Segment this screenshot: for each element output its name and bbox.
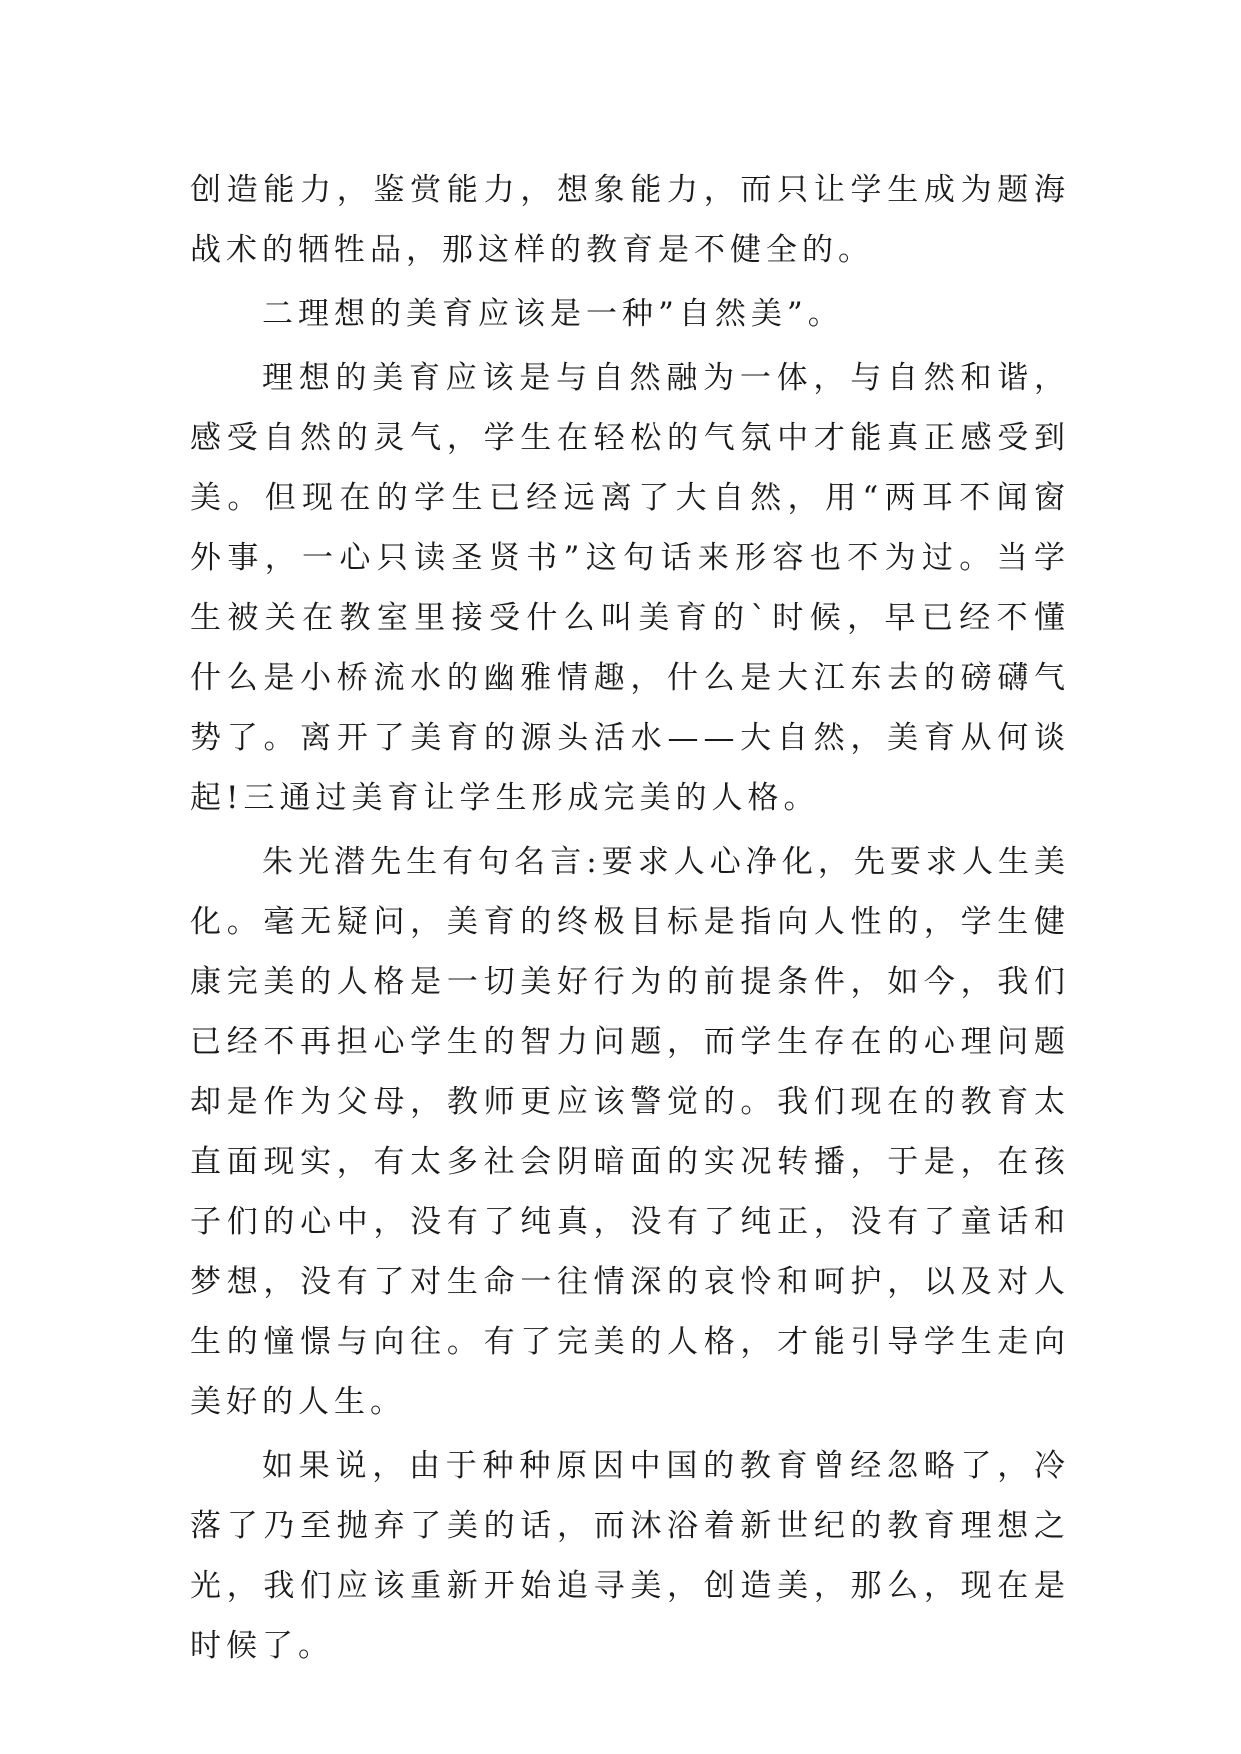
- paragraph: 朱光潜先生有句名言:要求人心净化，先要求人生美化。毫无疑问，美育的终极目标是指向人性的，学生健康完美的人格是一切美好行为的前提条件，如今，我们已经不再担心学生的智力问题，而学生存在的心理问题却是作为父母，教师更应该警觉的。我们现在的教育太直面现实，有太多社会阴暗面的实况转播，于是，在孩子们的心中，没有了纯真，没有了纯正，没有了童话和梦想，没有了对生命一往情深的哀怜和呵护，以及对人生的憧憬与向往。有了完美的人格，才能引导学生走向美好的人生。: [190, 844, 1070, 1420]
- paragraph: 创造能力，鉴赏能力，想象能力，而只让学生成为题海战术的牺牲品，那这样的教育是不健全的。: [190, 172, 1070, 268]
- document-body: [190, 160, 1070, 1676]
- section-heading: 二理想的美育应该是一种”自然美”。: [262, 296, 844, 332]
- paragraph: 理想的美育应该是与自然融为一体，与自然和谐，感受自然的灵气，学生在轻松的气氛中才能真正感受到美。但现在的学生已经远离了大自然，用“两耳不闻窗外事，一心只读圣贤书”这句话来形容也不为过。当学生被关在教室里接受什么叫美育的`时候，早已经不懂什么是小桥流水的幽雅情趣，什么是大江东去的磅礴气势了。离开了美育的源头活水——大自然，美育从何谈起!三通过美育让学生形成完美的人格。: [190, 360, 1070, 816]
- paragraph: 如果说，由于种种原因中国的教育曾经忽略了，冷落了乃至抛弃了美的话，而沐浴着新世纪的教育理想之光，我们应该重新开始追寻美，创造美，那么，现在是时候了。: [190, 1448, 1070, 1664]
